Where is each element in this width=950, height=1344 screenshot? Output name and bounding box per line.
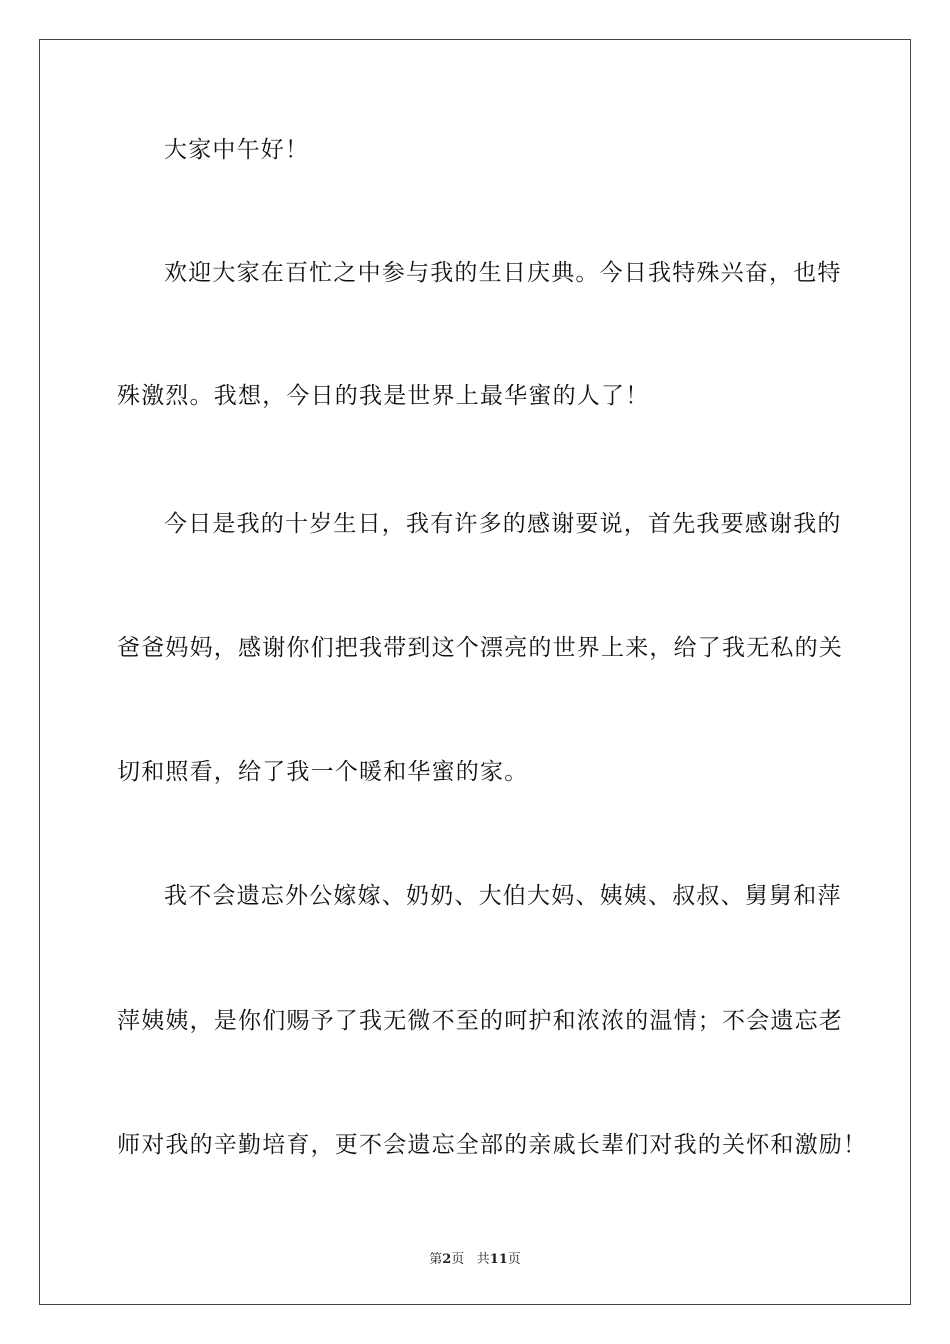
paragraph-3-line-2: 萍姨姨，是你们赐予了我无微不至的呵护和浓浓的温情；不会遗忘老 bbox=[117, 1008, 843, 1034]
paragraph-1-line-1: 欢迎大家在百忙之中参与我的生日庆典。今日我特殊兴奋，也特 bbox=[164, 260, 842, 286]
footer-total-prefix: 共 bbox=[476, 1252, 490, 1267]
paragraph-2-line-3: 切和照看，给了我一个暖和华蜜的家。 bbox=[117, 759, 529, 785]
footer-page-prefix: 第 bbox=[429, 1252, 443, 1267]
greeting-line: 大家中午好！ bbox=[164, 137, 310, 163]
page-footer bbox=[0, 1248, 950, 1267]
footer-total-pages: 11 bbox=[489, 1252, 508, 1267]
paragraph-1-line-2: 殊激烈。我想，今日的我是世界上最华蜜的人了！ bbox=[117, 383, 650, 409]
page-frame bbox=[39, 39, 911, 1305]
footer-page-number: 2 bbox=[442, 1252, 452, 1267]
paragraph-3-line-3: 师对我的辛勤培育，更不会遗忘全部的亲戚长辈们对我的关怀和激励！ bbox=[117, 1132, 868, 1158]
paragraph-2-line-1: 今日是我的十岁生日，我有许多的感谢要说，首先我要感谢我的 bbox=[164, 511, 842, 537]
paragraph-2-line-2: 爸爸妈妈，感谢你们把我带到这个漂亮的世界上来，给了我无私的关 bbox=[117, 635, 843, 661]
footer-page-suffix: 页 bbox=[451, 1252, 465, 1267]
footer-total-suffix: 页 bbox=[507, 1252, 521, 1267]
paragraph-3-line-1: 我不会遗忘外公嫁嫁、奶奶、大伯大妈、姨姨、叔叔、舅舅和萍 bbox=[164, 883, 842, 909]
